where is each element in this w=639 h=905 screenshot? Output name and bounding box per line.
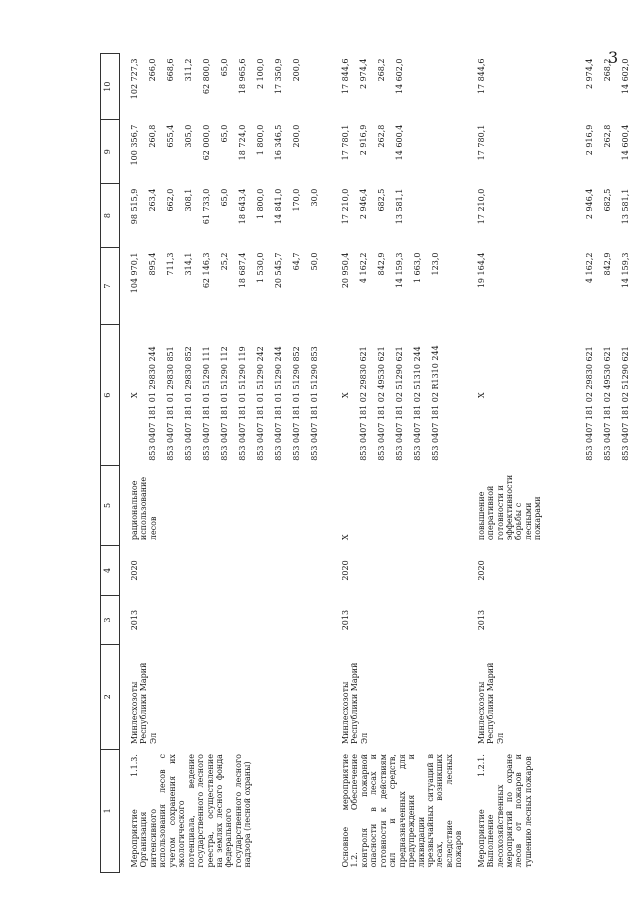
amount-col-10 bbox=[495, 59, 513, 115]
amount-col-9: 18 724,0 bbox=[238, 124, 247, 161]
end-year: 2020 bbox=[476, 560, 486, 581]
amount-col-10: 268,2 bbox=[377, 58, 386, 82]
amount-col-7: 4 162,2 bbox=[359, 252, 368, 284]
amount-col-9: 16 346,5 bbox=[274, 124, 283, 161]
amount-col-9: 262,8 bbox=[602, 124, 612, 148]
amount-col-9 bbox=[431, 125, 449, 179]
measure-name: Мероприятие 1.1.3. Организация интенсивного использования лесов с учетом сохранения их экологического потенциала, ведение государственного лесного реестра, осуществление на землях лесного фонда федерального государственного лесного надзора (лесной охраны) bbox=[130, 754, 253, 868]
budget-code bbox=[567, 330, 585, 461]
amount-col-10-cell bbox=[120, 54, 332, 120]
amount-col-10-cell bbox=[467, 54, 639, 120]
budget-code: 853 0407 181 01 51290 852 bbox=[292, 346, 301, 461]
amount-col-10: 2 974,4 bbox=[584, 58, 594, 90]
amount-col-8: 308,1 bbox=[184, 188, 193, 212]
amount-col-10: 668,6 bbox=[166, 58, 175, 82]
col-header: 4 bbox=[101, 545, 120, 596]
amount-col-9: 17 780,1 bbox=[476, 124, 486, 161]
amount-col-10 bbox=[549, 59, 567, 115]
amount-col-9-cell bbox=[120, 120, 332, 184]
budget-code-cell bbox=[331, 325, 467, 466]
amount-col-10-cell bbox=[331, 54, 467, 120]
amount-col-8: 263,4 bbox=[148, 188, 157, 212]
amount-col-10: 102 727,3 bbox=[130, 58, 139, 100]
table-row bbox=[120, 54, 332, 873]
amount-col-10 bbox=[310, 59, 328, 115]
amount-col-7: 4 162,2 bbox=[584, 252, 594, 284]
amount-col-8: 662,0 bbox=[166, 188, 175, 212]
amount-col-9: 17 780,1 bbox=[341, 124, 350, 161]
amount-col-7: 20 545,7 bbox=[274, 252, 283, 289]
amount-col-10 bbox=[567, 59, 585, 115]
budget-code: 853 0407 181 02 29830 621 bbox=[584, 346, 594, 461]
amount-col-7: 895,4 bbox=[148, 252, 157, 276]
executor: Минлесхозоты Республики Марий Эл bbox=[476, 662, 505, 745]
amount-col-8 bbox=[567, 189, 585, 243]
table-row bbox=[467, 54, 639, 873]
amount-col-9: 1 800,0 bbox=[256, 124, 265, 156]
amount-col-9: 260,8 bbox=[148, 124, 157, 148]
amount-col-7-cell bbox=[331, 248, 467, 325]
budget-code: 853 0407 181 02 51310 244 bbox=[413, 346, 422, 461]
amount-col-9: 100 356,7 bbox=[130, 124, 139, 166]
amount-col-10: 18 965,6 bbox=[238, 58, 247, 95]
budget-code: 853 0407 181 01 51290 111 bbox=[202, 346, 211, 461]
amount-col-7: 14 159,3 bbox=[395, 252, 404, 289]
amount-col-7 bbox=[549, 253, 567, 320]
amount-col-7 bbox=[567, 253, 585, 320]
amount-col-7: 842,9 bbox=[602, 252, 612, 276]
amount-col-10: 14 602,0 bbox=[620, 58, 630, 95]
budget-code bbox=[549, 330, 567, 461]
executor: Минлесхозоты Республики Марий Эл bbox=[130, 662, 158, 745]
amount-col-10: 200,0 bbox=[292, 58, 301, 82]
amount-col-8: 682,5 bbox=[377, 188, 386, 212]
amount-col-10: 268,2 bbox=[602, 58, 612, 82]
amount-col-7: 1 530,0 bbox=[256, 252, 265, 284]
amount-col-9 bbox=[310, 125, 328, 179]
budget-code: 853 0407 181 01 51290 119 bbox=[238, 346, 247, 461]
amount-col-7: 18 687,4 bbox=[238, 252, 247, 289]
amount-col-10: 2 100,0 bbox=[256, 58, 265, 90]
amount-col-7: 711,3 bbox=[166, 252, 175, 276]
expected-result: рациональное использование лесов bbox=[130, 476, 158, 541]
col-header: 10 bbox=[101, 54, 120, 120]
page-number: 3 bbox=[608, 48, 619, 67]
measure-name: Мероприятие 1.2.1. Выполнение лесохозяйственных мероприятий по охране лесов от пожаров и тушению лесных пожаров bbox=[476, 754, 533, 868]
amount-col-8: 65,0 bbox=[220, 188, 229, 207]
amount-col-7: 20 950,4 bbox=[341, 252, 350, 289]
amount-col-9: 14 600,4 bbox=[620, 124, 630, 161]
amount-col-8: 98 515,9 bbox=[130, 188, 139, 225]
col-header: 7 bbox=[101, 248, 120, 325]
budget-code: 853 0407 181 01 51290 244 bbox=[274, 346, 283, 461]
program-table bbox=[100, 53, 639, 873]
budget-code: X bbox=[476, 392, 486, 399]
budget-code: 853 0407 181 02 29830 621 bbox=[359, 346, 368, 461]
amount-col-9-cell bbox=[467, 120, 639, 184]
amount-col-8: 2 946,4 bbox=[359, 188, 368, 220]
amount-col-8: 13 581,1 bbox=[620, 188, 630, 225]
start-year: 2013 bbox=[341, 609, 350, 631]
col-header: 5 bbox=[101, 466, 120, 545]
amount-col-8: 1 800,0 bbox=[256, 188, 265, 220]
budget-code: 853 0407 181 01 51290 853 bbox=[310, 346, 319, 461]
amount-col-9-cell bbox=[331, 120, 467, 184]
amount-col-8 bbox=[431, 189, 449, 243]
table-body bbox=[120, 54, 639, 873]
amount-col-9 bbox=[413, 125, 431, 179]
amount-col-7: 123,0 bbox=[431, 252, 440, 276]
amount-col-8: 17 210,0 bbox=[341, 188, 350, 225]
start-year: 2013 bbox=[476, 609, 486, 631]
amount-col-10: 17 350,9 bbox=[274, 58, 283, 95]
expected-result: повышение оперативной готовности и эффективности борьбы с лесными пожарами bbox=[476, 474, 543, 541]
amount-col-8 bbox=[531, 189, 549, 243]
budget-code: X bbox=[130, 392, 139, 399]
amount-col-8-cell bbox=[331, 184, 467, 248]
amount-col-8 bbox=[495, 189, 513, 243]
expected-result: X bbox=[341, 534, 350, 541]
amount-col-9 bbox=[513, 125, 531, 179]
col-header: 2 bbox=[101, 644, 120, 749]
budget-code bbox=[531, 330, 549, 461]
amount-col-7: 62 146,3 bbox=[202, 252, 211, 289]
amount-col-8: 13 581,1 bbox=[395, 188, 404, 225]
amount-col-7: 314,1 bbox=[184, 252, 193, 276]
budget-code: X bbox=[341, 392, 350, 399]
amount-col-10 bbox=[413, 59, 431, 115]
amount-col-9 bbox=[549, 125, 567, 179]
amount-col-7 bbox=[531, 253, 549, 320]
amount-col-9: 14 600,4 bbox=[395, 124, 404, 161]
end-year: 2020 bbox=[130, 560, 139, 581]
amount-col-7: 64,7 bbox=[292, 252, 301, 271]
amount-col-10: 311,2 bbox=[184, 58, 193, 82]
budget-code: 853 0407 181 01 51290 242 bbox=[256, 346, 265, 461]
amount-col-10: 14 602,0 bbox=[395, 58, 404, 95]
amount-col-8: 61 733,0 bbox=[202, 188, 211, 225]
budget-code: 853 0407 181 01 29830 852 bbox=[184, 346, 193, 461]
amount-col-8 bbox=[513, 189, 531, 243]
amount-col-9 bbox=[495, 125, 513, 179]
amount-col-9: 62 000,0 bbox=[202, 124, 211, 161]
amount-col-7 bbox=[513, 253, 531, 320]
amount-col-7: 25,2 bbox=[220, 252, 229, 271]
budget-code: 853 0407 181 02 51290 621 bbox=[620, 346, 630, 461]
amount-col-7: 14 159,3 bbox=[620, 252, 630, 289]
amount-col-8: 30,0 bbox=[310, 188, 319, 207]
amount-col-8 bbox=[549, 189, 567, 243]
amount-col-8: 14 841,0 bbox=[274, 188, 283, 225]
amount-col-9 bbox=[531, 125, 549, 179]
budget-code: 853 0407 181 02 R1310 244 bbox=[431, 345, 440, 461]
amount-col-8: 170,0 bbox=[292, 188, 301, 212]
amount-col-10: 17 844,6 bbox=[341, 58, 350, 95]
amount-col-10: 62 800,0 bbox=[202, 58, 211, 95]
amount-col-8: 18 643,4 bbox=[238, 188, 247, 225]
budget-code-cell bbox=[467, 325, 639, 466]
amount-col-7: 1 663,0 bbox=[413, 252, 422, 284]
amount-col-10: 17 844,6 bbox=[476, 58, 486, 95]
budget-code bbox=[495, 330, 513, 461]
amount-col-10: 266,0 bbox=[148, 58, 157, 82]
budget-code: 853 0407 181 02 49530 621 bbox=[602, 346, 612, 461]
amount-col-9: 65,0 bbox=[220, 124, 229, 143]
amount-col-9: 262,8 bbox=[377, 124, 386, 148]
amount-col-9: 2 916,9 bbox=[359, 124, 368, 156]
amount-col-10 bbox=[531, 59, 549, 115]
budget-code: 853 0407 181 01 29830 244 bbox=[148, 346, 157, 461]
amount-col-7: 19 164,4 bbox=[476, 252, 486, 289]
amount-col-7: 104 970,1 bbox=[130, 252, 139, 294]
start-year: 2013 bbox=[130, 609, 139, 631]
budget-code: 853 0407 181 01 51290 112 bbox=[220, 346, 229, 461]
amount-col-8: 682,5 bbox=[602, 188, 612, 212]
col-header: 8 bbox=[101, 184, 120, 248]
amount-col-9: 655,4 bbox=[166, 124, 175, 148]
amount-col-8-cell bbox=[467, 184, 639, 248]
col-header: 3 bbox=[101, 596, 120, 645]
executor: Минлесхозоты Республики Марий Эл bbox=[341, 662, 369, 745]
amount-col-7: 50,0 bbox=[310, 252, 319, 271]
budget-code: 853 0407 181 02 49530 621 bbox=[377, 346, 386, 461]
budget-code: 853 0407 181 01 29830 851 bbox=[166, 346, 175, 461]
amount-col-9: 2 916,9 bbox=[584, 124, 594, 156]
header-row bbox=[101, 54, 120, 873]
amount-col-7-cell bbox=[467, 248, 639, 325]
amount-col-10: 2 974,4 bbox=[359, 58, 368, 90]
budget-code: 853 0407 181 02 51290 621 bbox=[395, 346, 404, 461]
col-header: 1 bbox=[101, 749, 120, 872]
col-header: 6 bbox=[101, 325, 120, 466]
amount-col-10 bbox=[513, 59, 531, 115]
amount-col-7-cell bbox=[120, 248, 332, 325]
amount-col-7 bbox=[495, 253, 513, 320]
amount-col-8: 2 946,4 bbox=[584, 188, 594, 220]
amount-col-8: 17 210,0 bbox=[476, 188, 486, 225]
end-year: 2020 bbox=[341, 560, 350, 581]
col-header: 9 bbox=[101, 120, 120, 184]
amount-col-9: 305,0 bbox=[184, 124, 193, 148]
amount-col-7: 842,9 bbox=[377, 252, 386, 276]
amount-col-8 bbox=[413, 189, 431, 243]
budget-code-cell bbox=[120, 325, 332, 466]
amount-col-9: 200,0 bbox=[292, 124, 301, 148]
measure-name: Основное мероприятие 1.2. Обеспечение контроля пожарной опасности в лесах и готовности к действиям сил и средств, предназначенных для предупреждения и ликвидации чрезвычайных ситуаций в лесах, возникших вследствие лесных пожаров bbox=[341, 754, 464, 868]
amount-col-10 bbox=[431, 59, 449, 115]
rotated-table-container bbox=[100, 53, 630, 873]
table-row bbox=[331, 54, 467, 873]
amount-col-9 bbox=[567, 125, 585, 179]
budget-code bbox=[513, 330, 531, 461]
amount-col-10: 65,0 bbox=[220, 58, 229, 77]
amount-col-8-cell bbox=[120, 184, 332, 248]
